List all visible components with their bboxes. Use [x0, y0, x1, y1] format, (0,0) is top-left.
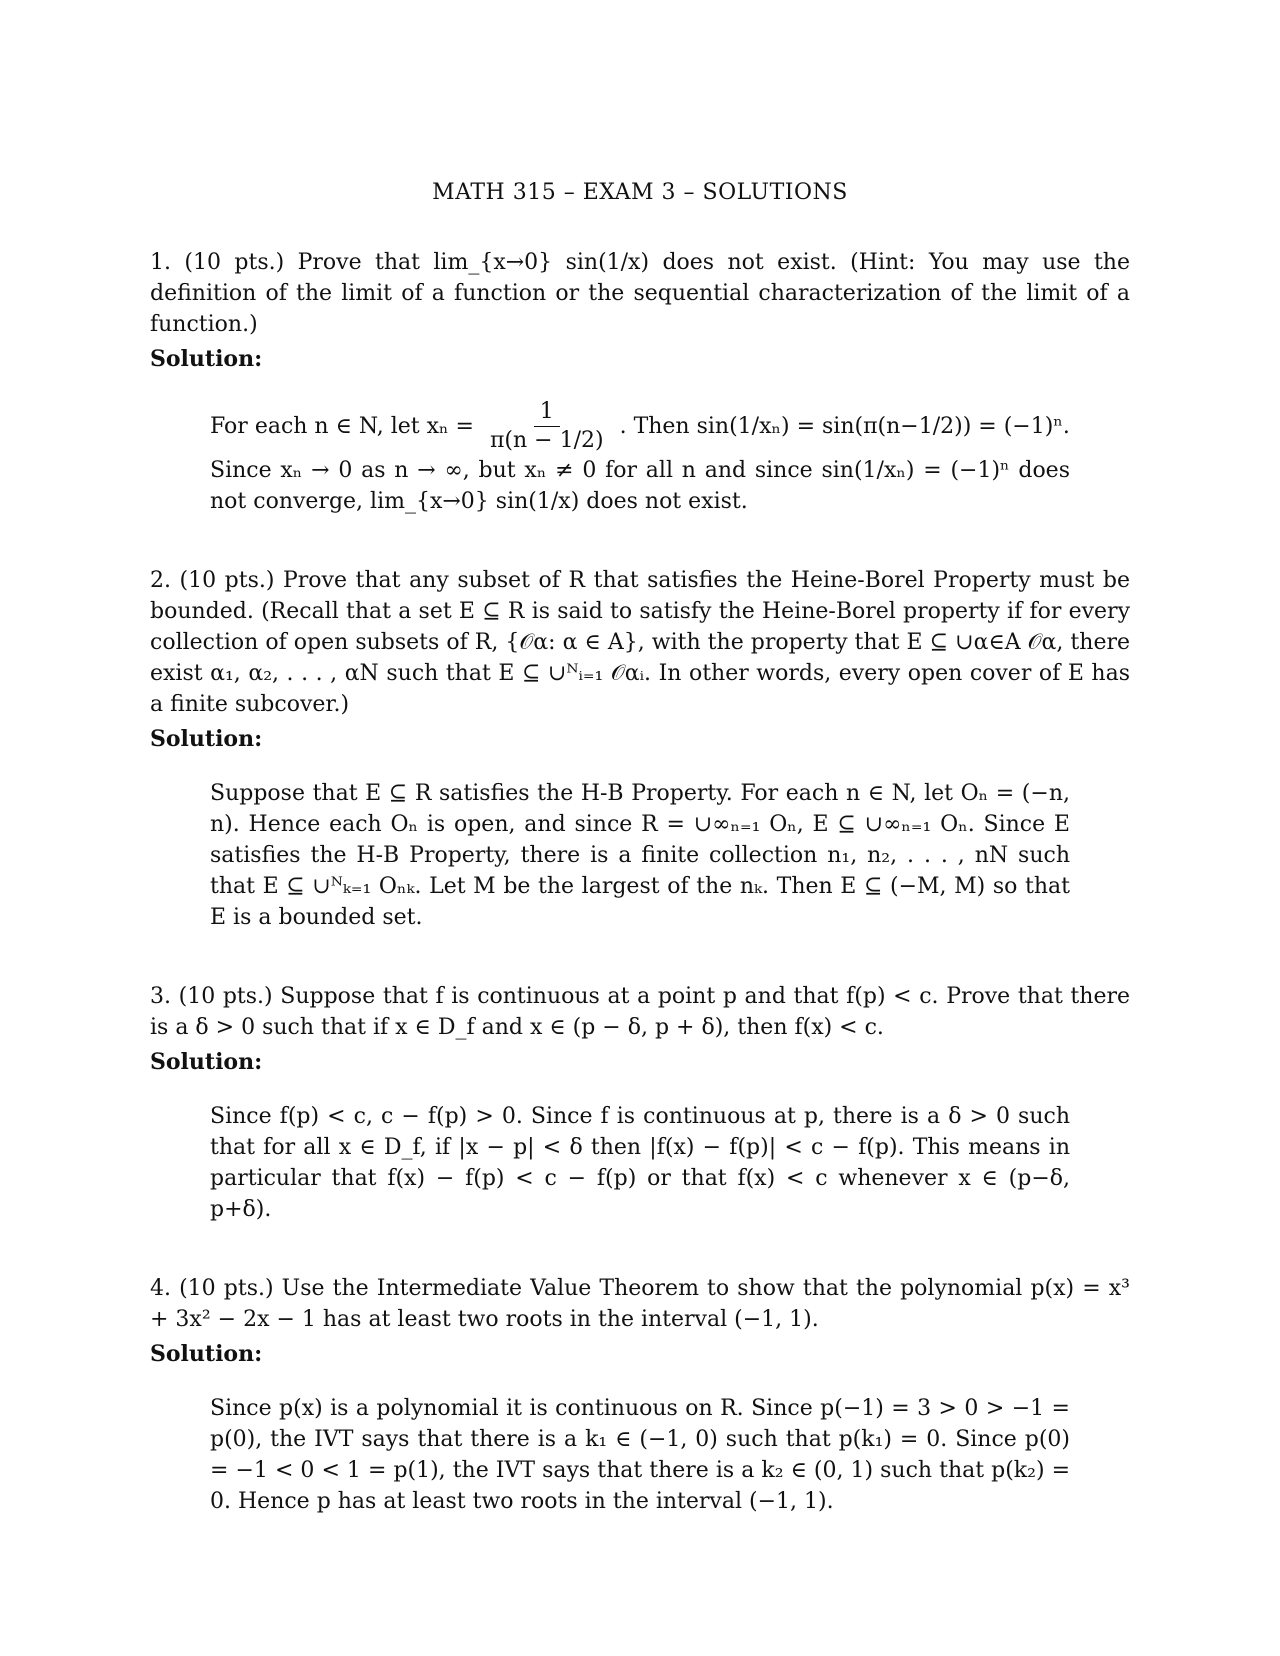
solution-text-pre: For each n ∈ N, let xₙ = — [210, 414, 474, 439]
problem-4 — [150, 1273, 1130, 1517]
solution-label: Solution: — [150, 1049, 263, 1075]
solution-text: Suppose that E ⊆ R satisfies the H-B Property. For each n ∈ N, let Oₙ = (−n, n). Hence each Oₙ is open, and since R = ∪∞ₙ₌₁ Oₙ, E ⊆ ∪∞ₙ₌₁ Oₙ. Since E satisfies the H-B Property, there is a finite collection n₁, n₂, . . . , nN such that E ⊆ ∪ᴺₖ₌₁ Oₙₖ. Let M be the largest of the nₖ. Then E ⊆ (−M, M) so that E is a bounded set. — [210, 781, 1070, 930]
solution-text: Since f(p) < c, c − f(p) > 0. Since f is continuous at p, there is a δ > 0 such that for all x ∈ D_f, if |x − p| < δ then |f(x) − f(p)| < c − f(p). This means in particular that f(x) − f(p) < c − f(p) or that f(x) < c whenever x ∈ (p−δ, p+δ). — [210, 1104, 1070, 1222]
problem-statement: 4. (10 pts.) Use the Intermediate Value Theorem to show that the polynomial p(x) = x³ + 3x² − 2x − 1 has at least two roots in the interval (−1, 1). — [150, 1276, 1130, 1332]
fraction-denominator: π(n − 1/2) — [489, 428, 604, 453]
solution-formula-line — [210, 398, 1070, 455]
problem-statement: 1. (10 pts.) Prove that lim_{x→0} sin(1/x) does not exist. (Hint: You may use the definition of the limit of a function or the sequential characterization of the limit of a function.) — [150, 250, 1130, 337]
problem-statement: 3. (10 pts.) Suppose that f is continuous at a point p and that f(p) < c. Prove that there is a δ > 0 such that if x ∈ D_f and x ∈ (p − δ, p + δ), then f(x) < c. — [150, 984, 1130, 1040]
solution-label: Solution: — [150, 726, 263, 752]
solution-label: Solution: — [150, 346, 263, 372]
page-title: MATH 315 – EXAM 3 – SOLUTIONS — [432, 180, 848, 205]
solution-label: Solution: — [150, 1341, 263, 1367]
problem-3 — [150, 981, 1130, 1225]
fraction-numerator: 1 — [534, 398, 560, 427]
exam-page — [150, 180, 1130, 1565]
solution-text: Since p(x) is a polynomial it is continuous on R. Since p(−1) = 3 > 0 > −1 = p(0), the IVT says that there is a k₁ ∈ (−1, 0) such that p(k₁) = 0. Since p(0) = −1 < 0 < 1 = p(1), the IVT says that there is a k₂ ∈ (0, 1) such that p(k₂) = 0. Hence p has at least two roots in the interval (−1, 1). — [210, 1396, 1070, 1514]
solution-text-post: . Then sin(1/xₙ) = sin(π(n−1/2)) = (−1)ⁿ. — [619, 414, 1070, 439]
problem-statement: 2. (10 pts.) Prove that any subset of R that satisfies the Heine-Borel Property must be bounded. (Recall that a set E ⊆ R is said to satisfy the Heine-Borel property if for every collection of open subsets of R, {𝒪α: α ∈ A}, with the property that E ⊆ ∪α∈A 𝒪α, there exist α₁, α₂, . . . , αN such that E ⊆ ∪ᴺᵢ₌₁ 𝒪αᵢ. In other words, every open cover of E has a finite subcover.) — [150, 568, 1130, 717]
solution-text-rest: Since xₙ → 0 as n → ∞, but xₙ ≠ 0 for all n and since sin(1/xₙ) = (−1)ⁿ does not converge, lim_{x→0} sin(1/x) does not exist. — [210, 458, 1070, 514]
solution-text — [210, 398, 1070, 517]
fraction — [484, 398, 610, 455]
problem-1 — [150, 247, 1130, 517]
problem-2 — [150, 565, 1130, 933]
